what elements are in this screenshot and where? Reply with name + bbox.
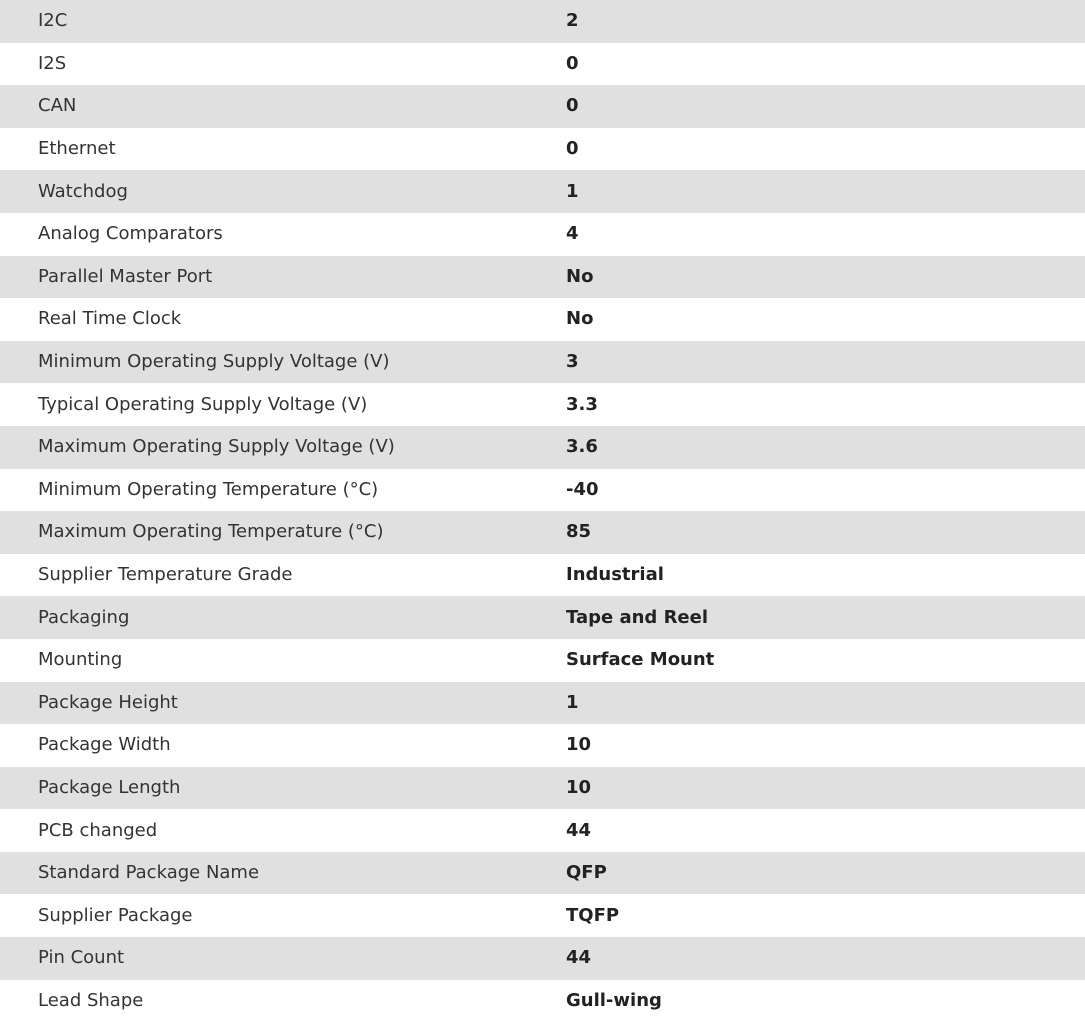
spec-label: Packaging <box>0 596 566 639</box>
spec-row-lead-shape <box>0 980 1085 1022</box>
spec-value: No <box>566 298 1085 341</box>
spec-row-temperature-grade <box>0 554 1085 597</box>
spec-value: 44 <box>566 809 1085 852</box>
spec-row-pcb-changed <box>0 809 1085 852</box>
spec-label: Watchdog <box>0 170 566 213</box>
spec-value: 10 <box>566 767 1085 810</box>
spec-row-packaging <box>0 596 1085 639</box>
spec-value: 4 <box>566 213 1085 256</box>
spec-row-watchdog <box>0 170 1085 213</box>
spec-label: Supplier Temperature Grade <box>0 554 566 597</box>
spec-label: Parallel Master Port <box>0 256 566 299</box>
spec-value: QFP <box>566 852 1085 895</box>
spec-value: No <box>566 256 1085 299</box>
spec-value: 0 <box>566 85 1085 128</box>
spec-value: Industrial <box>566 554 1085 597</box>
spec-row-pin-count <box>0 937 1085 980</box>
spec-value: 44 <box>566 937 1085 980</box>
spec-label: Package Width <box>0 724 566 767</box>
spec-row-ethernet <box>0 128 1085 171</box>
spec-label: Typical Operating Supply Voltage (V) <box>0 383 566 426</box>
spec-row-i2s <box>0 43 1085 86</box>
spec-value: 0 <box>566 43 1085 86</box>
spec-label: Analog Comparators <box>0 213 566 256</box>
spec-value: Tape and Reel <box>566 596 1085 639</box>
spec-value: 1 <box>566 682 1085 725</box>
spec-label: Maximum Operating Temperature (°C) <box>0 511 566 554</box>
spec-label: Lead Shape <box>0 980 566 1022</box>
spec-value: 0 <box>566 128 1085 171</box>
spec-label: Package Length <box>0 767 566 810</box>
spec-label: Minimum Operating Temperature (°C) <box>0 469 566 512</box>
spec-label: Real Time Clock <box>0 298 566 341</box>
spec-value: 10 <box>566 724 1085 767</box>
spec-value: TQFP <box>566 894 1085 937</box>
spec-label: I2C <box>0 0 566 43</box>
spec-label: Standard Package Name <box>0 852 566 895</box>
spec-row-standard-package-name <box>0 852 1085 895</box>
spec-value: 3.3 <box>566 383 1085 426</box>
spec-row-mounting <box>0 639 1085 682</box>
spec-value: 3 <box>566 341 1085 384</box>
spec-row-parallel-master-port <box>0 256 1085 299</box>
spec-label: Minimum Operating Supply Voltage (V) <box>0 341 566 384</box>
spec-row-analog-comparators <box>0 213 1085 256</box>
spec-label: PCB changed <box>0 809 566 852</box>
spec-row-i2c <box>0 0 1085 43</box>
spec-row-real-time-clock <box>0 298 1085 341</box>
spec-row-package-height <box>0 682 1085 725</box>
spec-row-typ-supply-voltage <box>0 383 1085 426</box>
spec-row-min-operating-temp <box>0 469 1085 512</box>
spec-label: Maximum Operating Supply Voltage (V) <box>0 426 566 469</box>
spec-label: Ethernet <box>0 128 566 171</box>
spec-value: 85 <box>566 511 1085 554</box>
spec-value: Surface Mount <box>566 639 1085 682</box>
spec-label: CAN <box>0 85 566 128</box>
spec-label: Supplier Package <box>0 894 566 937</box>
spec-label: Pin Count <box>0 937 566 980</box>
spec-row-max-operating-temp <box>0 511 1085 554</box>
spec-row-supplier-package <box>0 894 1085 937</box>
spec-row-min-supply-voltage <box>0 341 1085 384</box>
spec-row-package-length <box>0 767 1085 810</box>
spec-row-can <box>0 85 1085 128</box>
spec-value: Gull-wing <box>566 980 1085 1022</box>
spec-label: I2S <box>0 43 566 86</box>
spec-value: -40 <box>566 469 1085 512</box>
spec-row-package-width <box>0 724 1085 767</box>
spec-value: 3.6 <box>566 426 1085 469</box>
spec-label: Package Height <box>0 682 566 725</box>
spec-value: 1 <box>566 170 1085 213</box>
spec-label: Mounting <box>0 639 566 682</box>
spec-value: 2 <box>566 0 1085 43</box>
spec-row-max-supply-voltage <box>0 426 1085 469</box>
